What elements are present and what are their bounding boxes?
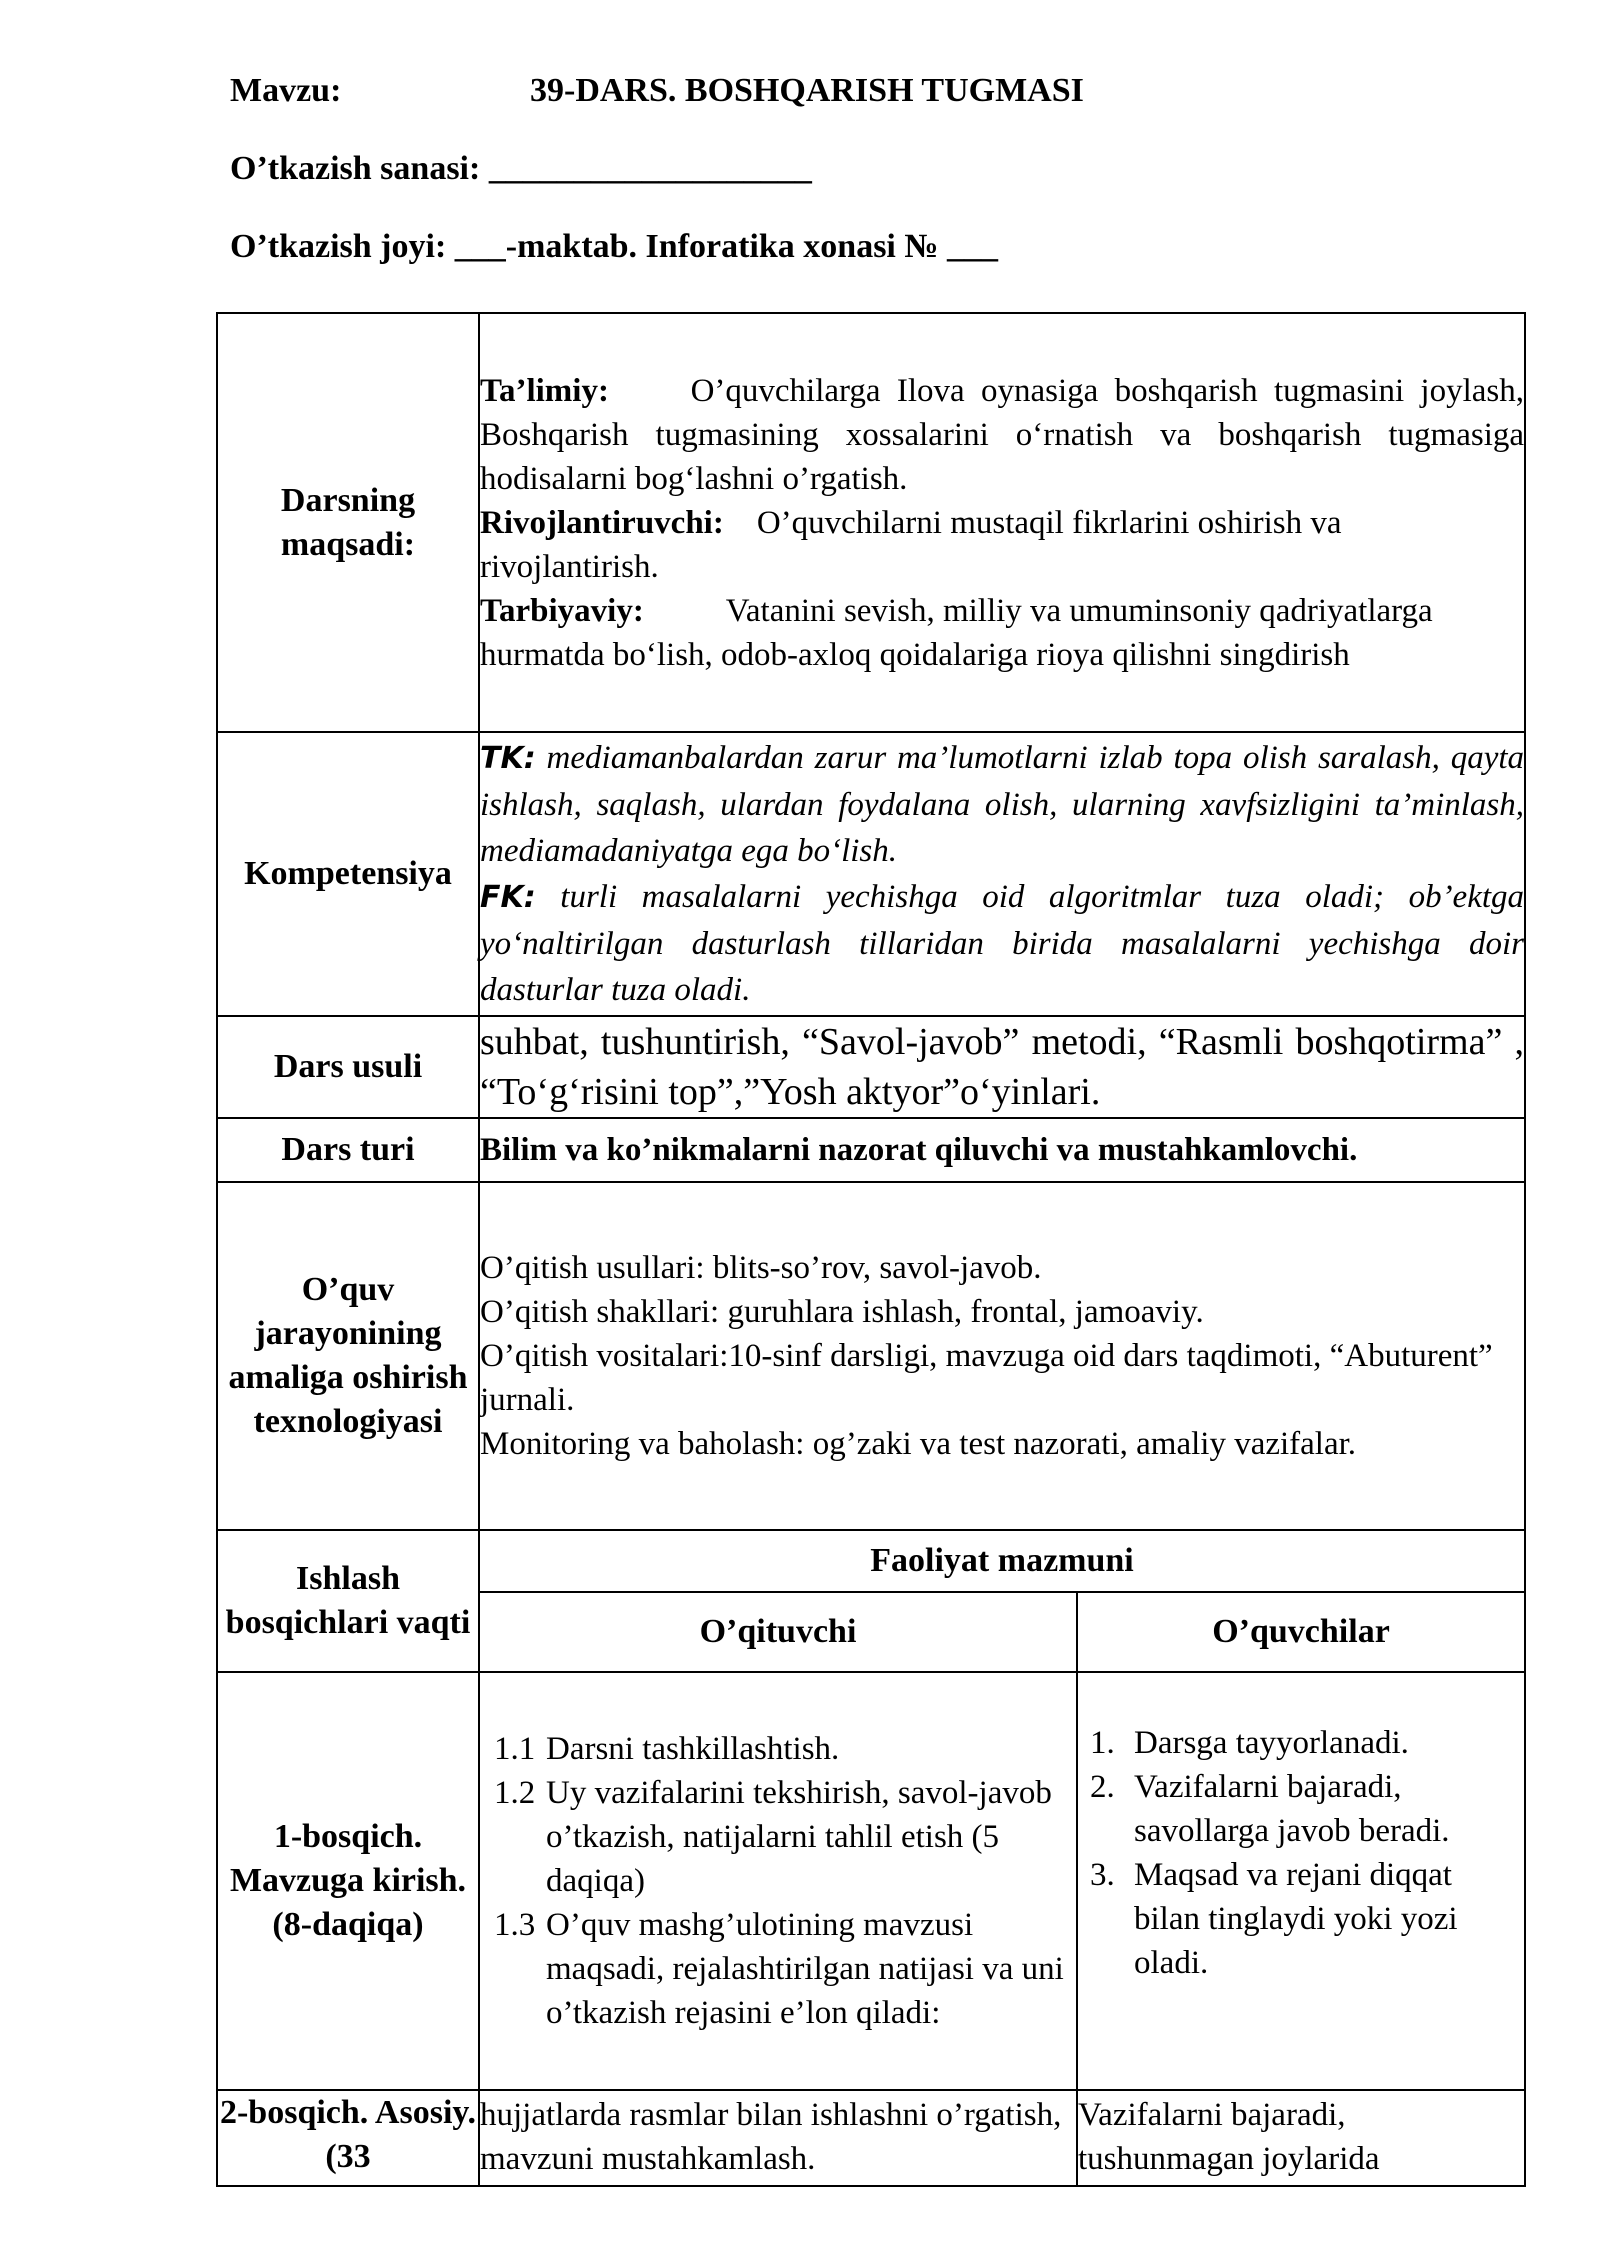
list-item-number: 1.3 — [494, 1907, 536, 1943]
stage2-teacher: hujjatlarda rasmlar bilan ishlashni o’rgatish, mavzuni mustahkamlash. — [479, 2090, 1077, 2186]
type-label: Dars turi — [217, 1118, 479, 1182]
method-row — [217, 1016, 1525, 1118]
stage1-label: 1-bosqich. Mavzuga kirish. (8-daqiqa) — [217, 1672, 479, 2090]
goals-row — [217, 313, 1525, 732]
lesson-title: 39-DARS. BOSHQARISH TUGMASI — [530, 72, 1084, 109]
competence-fk-label: FK: — [480, 880, 536, 915]
competence-fk-text: turli masalalarni yechishga oid algoritmlar tuza oladi; ob’ektga yo‘naltirilgan dasturlash tillaridan birida masalalarni yechishga doir dasturlar tuza oladi. — [480, 879, 1525, 1008]
method-text: suhbat, tushuntirish, “Savol-javob” metodi, “Rasmli boshqotirma” , “To‘g‘risini top”,”Yosh aktyor”o‘yinlari. — [479, 1016, 1525, 1118]
competence-tk-label: TK: — [480, 741, 536, 776]
place-line: O’tkazish joyi: ___-maktab. Inforatika xonasi № ___ — [230, 228, 999, 265]
technology-row — [217, 1182, 1525, 1530]
stage1-students — [1077, 1672, 1525, 2090]
goal-talimiy-text: O’quvchilarga Ilova oynasiga boshqarish tugmasini joylash, Boshqarish tugmasining xossalarini o‘rnatish va boshqarish tugmasiga hodisalarni bog‘lashni o’rgatish. — [480, 372, 1525, 497]
list-item — [1084, 1721, 1524, 1765]
lesson-plan-table — [216, 312, 1526, 2187]
list-item-text: O’quv mashg’ulotining mavzusi maqsadi, rejalashtirilgan natijasi va uni o’tkazish rejasini e’lon qiladi: — [546, 1907, 1064, 2031]
goal-tarbiya-text: Vatanini sevish, milliy va umuminsoniy qadriyatlarga hurmatda bo‘lish, odob-axloq qoidalariga rioya qilishni singdirish — [480, 592, 1433, 673]
list-item — [1084, 1765, 1524, 1853]
goal-rivoj — [480, 501, 1524, 589]
type-text: Bilim va ko’nikmalarni nazorat qiluvchi va mustahkamlovchi. — [479, 1118, 1525, 1182]
teacher-header: O’qituvchi — [479, 1592, 1077, 1672]
goals-content — [479, 313, 1525, 732]
competence-content — [479, 732, 1525, 1016]
list-item — [1084, 1853, 1524, 1985]
technology-line: O’qitish shakllari: guruhlara ishlash, frontal, jamoaviy. — [480, 1294, 1204, 1330]
topic-label: Mavzu: — [230, 72, 342, 109]
stage1-students-list — [1084, 1721, 1524, 1985]
type-row — [217, 1118, 1525, 1182]
competence-label: Kompetensiya — [217, 732, 479, 1016]
content-header: Faoliyat mazmuni — [479, 1530, 1525, 1592]
goal-tarbiya — [480, 589, 1524, 677]
stage2-students: Vazifalarni bajaradi, tushunmagan joylarida — [1077, 2090, 1525, 2186]
list-item — [494, 1771, 1076, 1903]
list-item — [494, 1727, 1076, 1771]
stage1-row — [217, 1672, 1525, 2090]
technology-line: Monitoring va baholash: og’zaki va test nazorati, amaliy vazifalar. — [480, 1426, 1357, 1462]
list-item-text: Vazifalarni bajaradi, savollarga javob beradi. — [1134, 1769, 1450, 1849]
stage1-teacher — [479, 1672, 1077, 2090]
list-item-number: 1.2 — [494, 1775, 536, 1811]
technology-label: O’quv jarayonining amaliga oshirish texnologiyasi — [217, 1182, 479, 1530]
list-item-text: Darsga tayyorlanadi. — [1134, 1725, 1409, 1761]
goal-tarbiya-label: Tarbiyaviy: — [480, 592, 644, 629]
technology-line: O’qitish usullari: blits-so’rov, savol-javob. — [480, 1250, 1042, 1286]
goal-talimiy-label: Ta’limiy: — [480, 372, 609, 409]
stage2-row — [217, 2090, 1525, 2186]
stage2-label: 2-bosqich. Asosiy. (33 — [217, 2090, 479, 2186]
list-item-text: Uy vazifalarini tekshirish, savol-javob o’tkazish, natijalarni tahlil etish (5 daqiqa) — [546, 1775, 1052, 1899]
goal-rivoj-label: Rivojlantiruvchi: — [480, 504, 724, 541]
list-item-number: 1.1 — [494, 1731, 536, 1767]
technology-line: O’qitish vositalari:10-sinf darsligi, mavzuga oid dars taqdimoti, “Abuturent” jurnali. — [480, 1338, 1493, 1418]
method-label: Dars usuli — [217, 1016, 479, 1118]
goal-talimiy — [480, 369, 1524, 501]
activity-header-row — [217, 1530, 1525, 1592]
list-item-text: Maqsad va rejani diqqat bilan tinglaydi yoki yozi oladi. — [1134, 1857, 1458, 1981]
competence-tk-text: mediamanbalardan zarur ma’lumotlarni izlab topa olish saralash, qayta ishlash, saqlash, ulardan foydalana olish, ularning xavfsizligini ta’minlash, mediamadaniyatga ega bo‘lish. — [480, 740, 1525, 869]
list-item-text: Darsni tashkillashtish. — [546, 1731, 840, 1767]
technology-content — [479, 1182, 1525, 1530]
goal-rivoj-text: O’quvchilarni mustaqil fikrlarini oshirish va rivojlantirish. — [480, 504, 1342, 585]
competence-tk — [480, 735, 1524, 874]
list-item-number: 2. — [1090, 1769, 1115, 1805]
stage-header: Ishlash bosqichlari vaqti — [217, 1530, 479, 1672]
students-header: O’quvchilar — [1077, 1592, 1525, 1672]
competence-row — [217, 732, 1525, 1016]
list-item-number: 3. — [1090, 1857, 1115, 1893]
list-item — [494, 1903, 1076, 2035]
goals-label: Darsning maqsadi: — [217, 313, 479, 732]
list-item-number: 1. — [1090, 1725, 1115, 1761]
competence-fk — [480, 874, 1524, 1013]
stage1-teacher-list — [494, 1727, 1076, 2035]
date-line: O’tkazish sanasi: ___________________ — [230, 150, 812, 187]
